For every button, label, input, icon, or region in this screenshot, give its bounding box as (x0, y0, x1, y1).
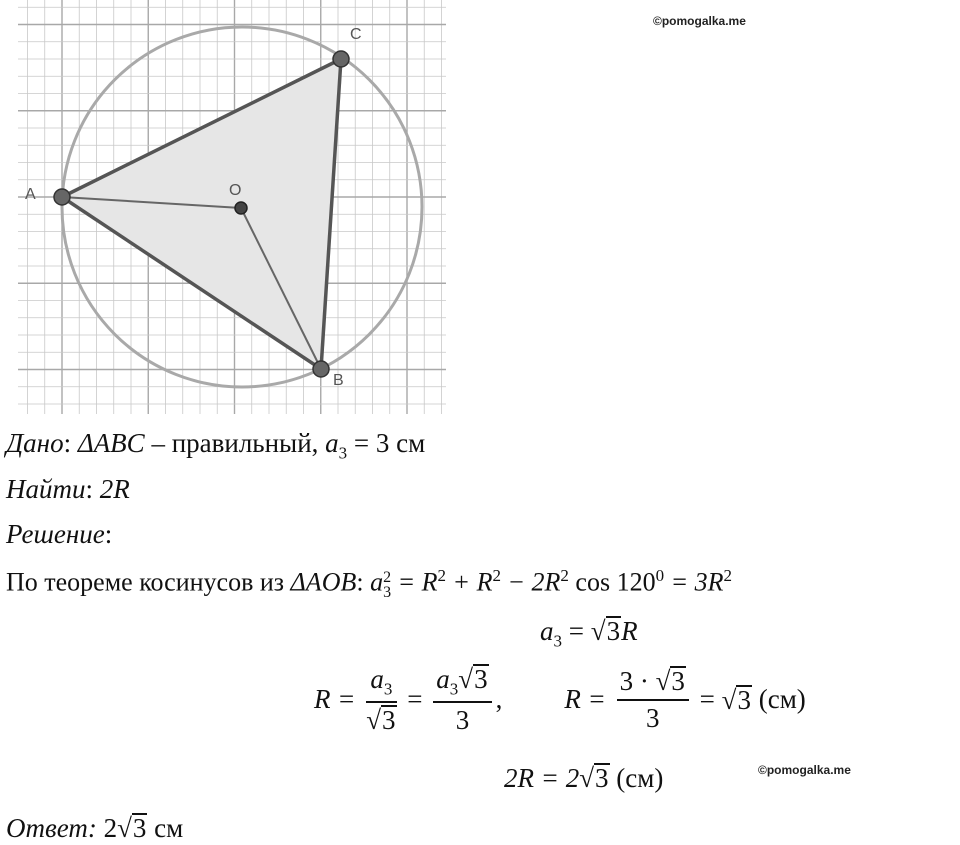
answer-root: 3 (132, 813, 147, 843)
eq-a3-sqrt: √3 (590, 616, 621, 646)
solution-colon: : (104, 519, 113, 549)
cosine-deg: 0 (655, 566, 665, 585)
cosine-sq1: 2 (437, 566, 447, 585)
label-c: C (350, 26, 362, 43)
eq-r-result: √3 (721, 684, 751, 715)
cosine-sq4: 2 (723, 566, 733, 585)
eq-a3-root: 3 (606, 616, 621, 646)
cosine-colon: : (356, 567, 371, 597)
point-o (235, 202, 247, 214)
eq-a3-line (540, 616, 638, 649)
find-line (6, 476, 130, 503)
geometry-figure (0, 0, 450, 420)
eq-r-result-root: 3 (737, 684, 751, 715)
answer-unit: см (147, 813, 184, 843)
answer-line (6, 813, 183, 842)
cosine-sq3: 2 (560, 566, 569, 585)
eq-a3-r: R (621, 616, 638, 646)
frac2-num-a: a (436, 664, 450, 694)
eq-r-frac1: $\frac{a_3}{√3}$ (366, 664, 396, 735)
eq-a3-eq: = (562, 616, 591, 646)
frac2-den: 3 (455, 704, 470, 735)
eq-2r-unit: (см) (609, 763, 664, 793)
answer-value: 2 (103, 813, 118, 843)
cosine-a: a (370, 567, 384, 597)
find-colon: : (85, 474, 94, 504)
point-a (54, 189, 70, 205)
eq-a3-a: a (540, 616, 554, 646)
solution-line (6, 521, 112, 548)
eq-r-eq2: = (400, 684, 430, 715)
given-sub: 3 (338, 443, 348, 463)
frac2-num-sub: 3 (449, 679, 459, 699)
find-value: 2R (99, 474, 130, 504)
given-var: a (325, 428, 339, 458)
cosine-triangle: ΔAOB (290, 567, 357, 597)
eq-r-unit: (см) (751, 684, 806, 715)
frac3-num-root: 3 (671, 665, 685, 696)
given-eq: = 3 см (347, 428, 426, 458)
eq-r-frac3: $\frac{3 \cdot √3}{3}$ (617, 666, 689, 734)
cosine-a-sup: 2 (383, 569, 392, 587)
solution-label: Решение (6, 519, 105, 549)
eq-r-eq3: = (692, 684, 722, 715)
find-label: Найти (6, 474, 86, 504)
frac2-num-root: 3 (474, 664, 488, 694)
cosine-rhs3: − 2R (500, 567, 561, 597)
given-line (6, 430, 425, 461)
point-b (313, 361, 329, 377)
given-colon: : (63, 428, 72, 458)
eq-2r-sqrt: √3 (579, 763, 609, 793)
point-c (333, 51, 349, 67)
eq-2r-line (504, 763, 663, 792)
cosine-rhs2: + R (446, 567, 493, 597)
watermark-top: ©pomogalka.me (653, 14, 746, 28)
eq-r-lhs: R = (314, 684, 363, 715)
label-a: A (25, 186, 36, 203)
label-o: O (229, 182, 242, 199)
eq-2r-lhs: 2R = 2 (504, 763, 580, 793)
frac3-den: 3 (645, 703, 660, 733)
eq-r-comma: , (495, 684, 503, 715)
cosine-cos: cos 120 (568, 567, 656, 597)
frac3-num: 3 · (619, 665, 656, 696)
cosine-rhs4: = 3R (664, 567, 724, 597)
given-triangle: ΔABC (77, 428, 145, 458)
label-b: B (333, 372, 344, 389)
cosine-text: По теореме косинусов из (6, 567, 291, 597)
frac1-num-a: a (370, 664, 384, 694)
frac1-num-sub: 3 (383, 679, 393, 699)
eq-a3-sub: 3 (553, 631, 562, 651)
frac1-den-root: 3 (382, 704, 396, 735)
answer-sqrt: √3 (117, 813, 147, 843)
answer-label: Ответ: (6, 813, 97, 843)
cosine-a-sub: 3 (383, 583, 392, 601)
given-label: Дано (6, 428, 64, 458)
given-text: – правильный, (144, 428, 326, 458)
cosine-line (6, 567, 732, 600)
eq-r-frac2: $\frac{a_3√3}{3}$ (433, 664, 491, 736)
eq-r-line (314, 664, 806, 736)
cosine-rhs1: = R (391, 567, 438, 597)
watermark-middle: ©pomogalka.me (758, 763, 851, 777)
eq-r-lhs2: R = (564, 684, 613, 715)
cosine-sq2: 2 (492, 566, 501, 585)
eq-2r-root: 3 (595, 763, 609, 793)
